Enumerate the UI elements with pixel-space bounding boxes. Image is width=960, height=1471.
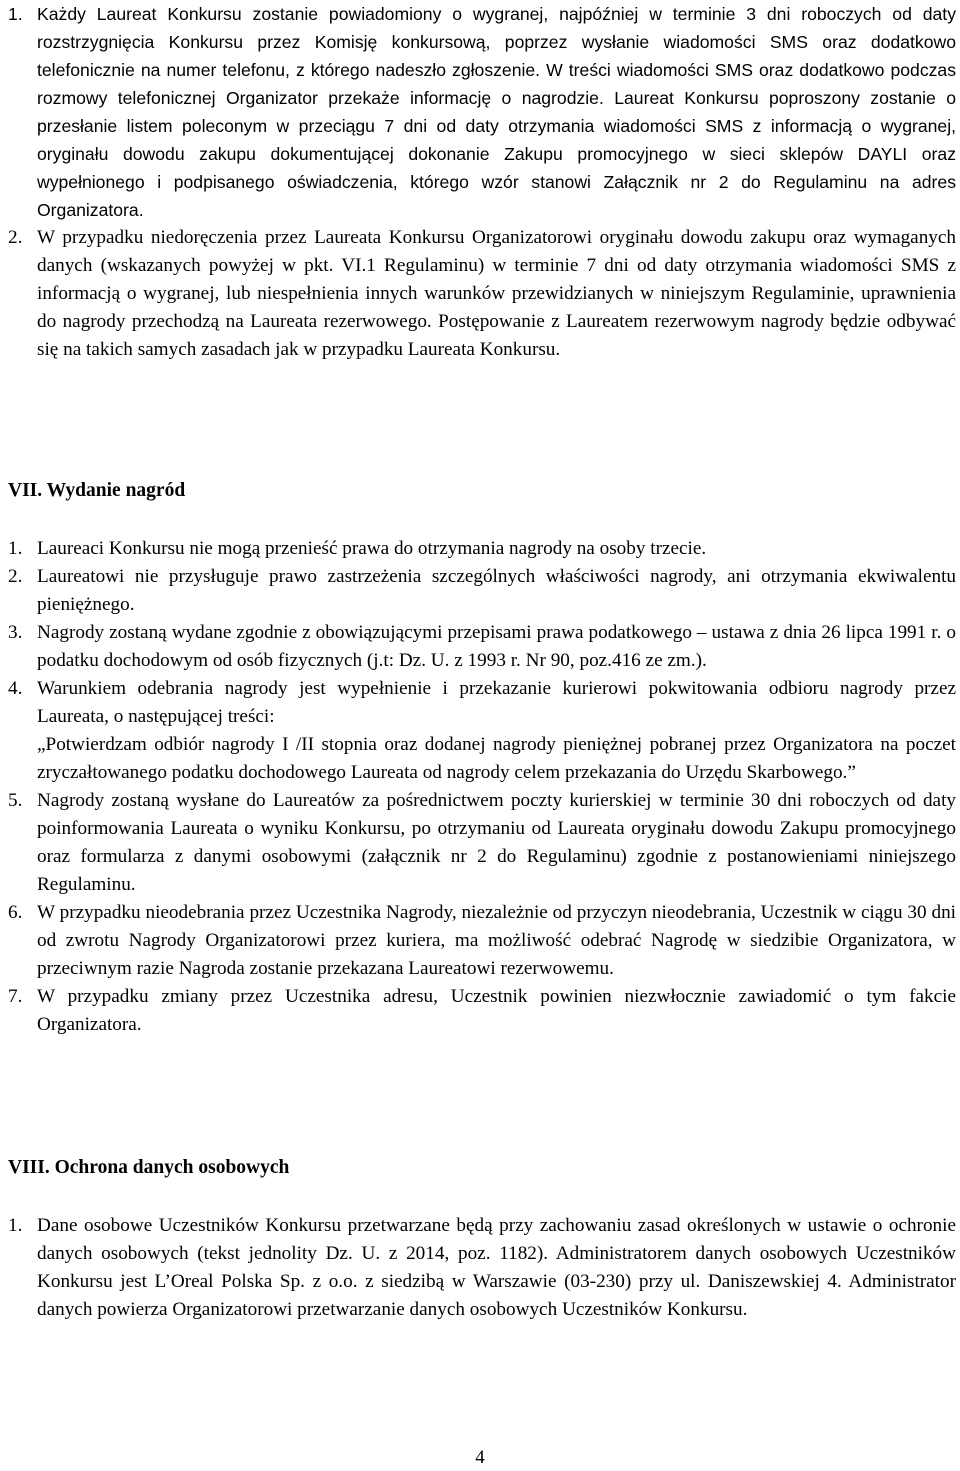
list-item bbox=[8, 1212, 956, 1324]
list-item bbox=[8, 224, 956, 364]
item-text: Laureatowi nie przysługuje prawo zastrzeżenia szczególnych właściwości nagrody, ani otrzymania ekwiwalentu pieniężnego. bbox=[37, 566, 956, 615]
list-item bbox=[8, 535, 956, 563]
item-text: Nagrody zostaną wysłane do Laureatów za pośrednictwem poczty kurierskiej w terminie 30 dni roboczych od daty poinformowania Laureata o wyniku Konkursu, po otrzymaniu od Laureata oryginału dowodu Zakupu promocyjnego oraz formularza z danymi osobowymi (załącznik nr 2 do Regulaminu) zgodnie z postanowieniami niniejszego Regulaminu. bbox=[37, 790, 956, 895]
item-text: W przypadku zmiany przez Uczestnika adresu, Uczestnik powinien niezwłocznie zawiadomić o tym fakcie Organizatora. bbox=[37, 986, 956, 1035]
item-text: W przypadku niedoręczenia przez Laureata Konkursu Organizatorowi oryginału dowodu zakupu oraz wymaganych danych (wskazanych powyżej w pkt. VI.1 Regulaminu) w terminie 7 dni od daty otrzymania wiadomości SMS z informacją o wygranej, lub niespełnienia innych warunków przewidzianych w niniejszym Regulaminie, uprawnienia do nagrody przechodzą na Laureata rezerwowego. Postępowanie z Laureatem rezerwowym nagrody będzie odbywać się na takich samych zasadach jak w przypadku Laureata Konkursu. bbox=[37, 227, 956, 360]
item-body bbox=[37, 675, 956, 787]
item-number: 1. bbox=[8, 538, 23, 559]
item-quote: „Potwierdzam odbiór nagrody I /II stopnia oraz dodanej nagrody pieniężnej pobranej przez Organizatora na poczet zryczałtowanego podatku dochodowego Laureata od nagrody celem przekazania do Urzędu Skarbowego.” bbox=[37, 734, 956, 783]
list-item bbox=[8, 899, 956, 983]
item-text: Dane osobowe Uczestników Konkursu przetwarzane będą przy zachowaniu zasad określonych w ustawie o ochronie danych osobowych (tekst jednolity Dz. U. z 2014, poz. 1182). Administratorem danych osobowych Uczestników Konkursu jest L’Oreal Polska Sp. z o.o. z siedzibą w Warszawie (03-230) przy ul. Daniszewskiej 4. Administrator danych powierza Organizatorowi przetwarzanie danych osobowych Uczestników Konkursu. bbox=[37, 1215, 956, 1320]
item-number: 1. bbox=[8, 4, 23, 24]
section-vii bbox=[8, 535, 956, 1039]
item-text: Warunkiem odebrania nagrody jest wypełnienie i przekazanie kurierowi pokwitowania odbioru nagrody przez Laureata, o następującej treści: bbox=[37, 678, 956, 727]
section-vi bbox=[8, 0, 956, 364]
item-text: Laureaci Konkursu nie mogą przenieść prawa do otrzymania nagrody na osoby trzecie. bbox=[37, 538, 707, 559]
list-item bbox=[8, 675, 956, 787]
item-number: 7. bbox=[8, 986, 23, 1007]
section-viii bbox=[8, 1212, 956, 1324]
list-item bbox=[8, 0, 956, 224]
item-number: 2. bbox=[8, 566, 23, 587]
section-vii-heading: VII. Wydanie nagród bbox=[8, 480, 186, 501]
item-number: 5. bbox=[8, 790, 23, 811]
item-text: Nagrody zostaną wydane zgodnie z obowiązującymi przepisami prawa podatkowego – ustawa z dnia 26 lipca 1991 r. o podatku dochodowym od osób fizycznych (j.t: Dz. U. z 1993 r. Nr 90, poz.416 ze zm.). bbox=[37, 622, 956, 671]
item-number: 2. bbox=[8, 227, 23, 248]
item-text: Każdy Laureat Konkursu zostanie powiadomiony o wygranej, najpóźniej w terminie 3 dni roboczych od daty rozstrzygnięcia Konkursu przez Komisję konkursową, poprzez wysłanie wiadomości SMS oraz dodatkowo telefonicznie na numer telefonu, z którego nadeszło zgłoszenie. W treści wiadomości SMS oraz dodatkowo podczas rozmowy telefonicznej Organizator przekaże informację o nagrodzie. Laureat Konkursu poproszony zostanie o przesłanie listem poleconym w przeciągu 7 dni od daty otrzymania wiadomości SMS z informacją o wygranej, oryginału dowodu zakupu dokumentującej dokonanie Zakupu promocyjnego w sieci sklepów DAYLI oraz wypełnionego i podpisanego oświadczenia, którego wzór stanowi Załącznik nr 2 do Regulaminu na adres Organizatora. bbox=[37, 4, 956, 220]
list-item bbox=[8, 619, 956, 675]
item-text: W przypadku nieodebrania przez Uczestnika Nagrody, niezależnie od przyczyn nieodebrania, Uczestnik w ciągu 30 dni od zwrotu Nagrody Organizatorowi przez kuriera, ma możliwość odebrać Nagrodę w siedzibie Organizatora, w przeciwnym razie Nagroda zostanie przekazana Laureatowi rezerwowemu. bbox=[37, 902, 956, 979]
item-number: 1. bbox=[8, 1215, 23, 1236]
list-item bbox=[8, 787, 956, 899]
page-number: 4 bbox=[475, 1447, 485, 1468]
list-item bbox=[8, 563, 956, 619]
list-item bbox=[8, 983, 956, 1039]
item-number: 3. bbox=[8, 622, 23, 643]
section-viii-heading: VIII. Ochrona danych osobowych bbox=[8, 1157, 290, 1178]
item-number: 6. bbox=[8, 902, 23, 923]
item-number: 4. bbox=[8, 678, 23, 699]
